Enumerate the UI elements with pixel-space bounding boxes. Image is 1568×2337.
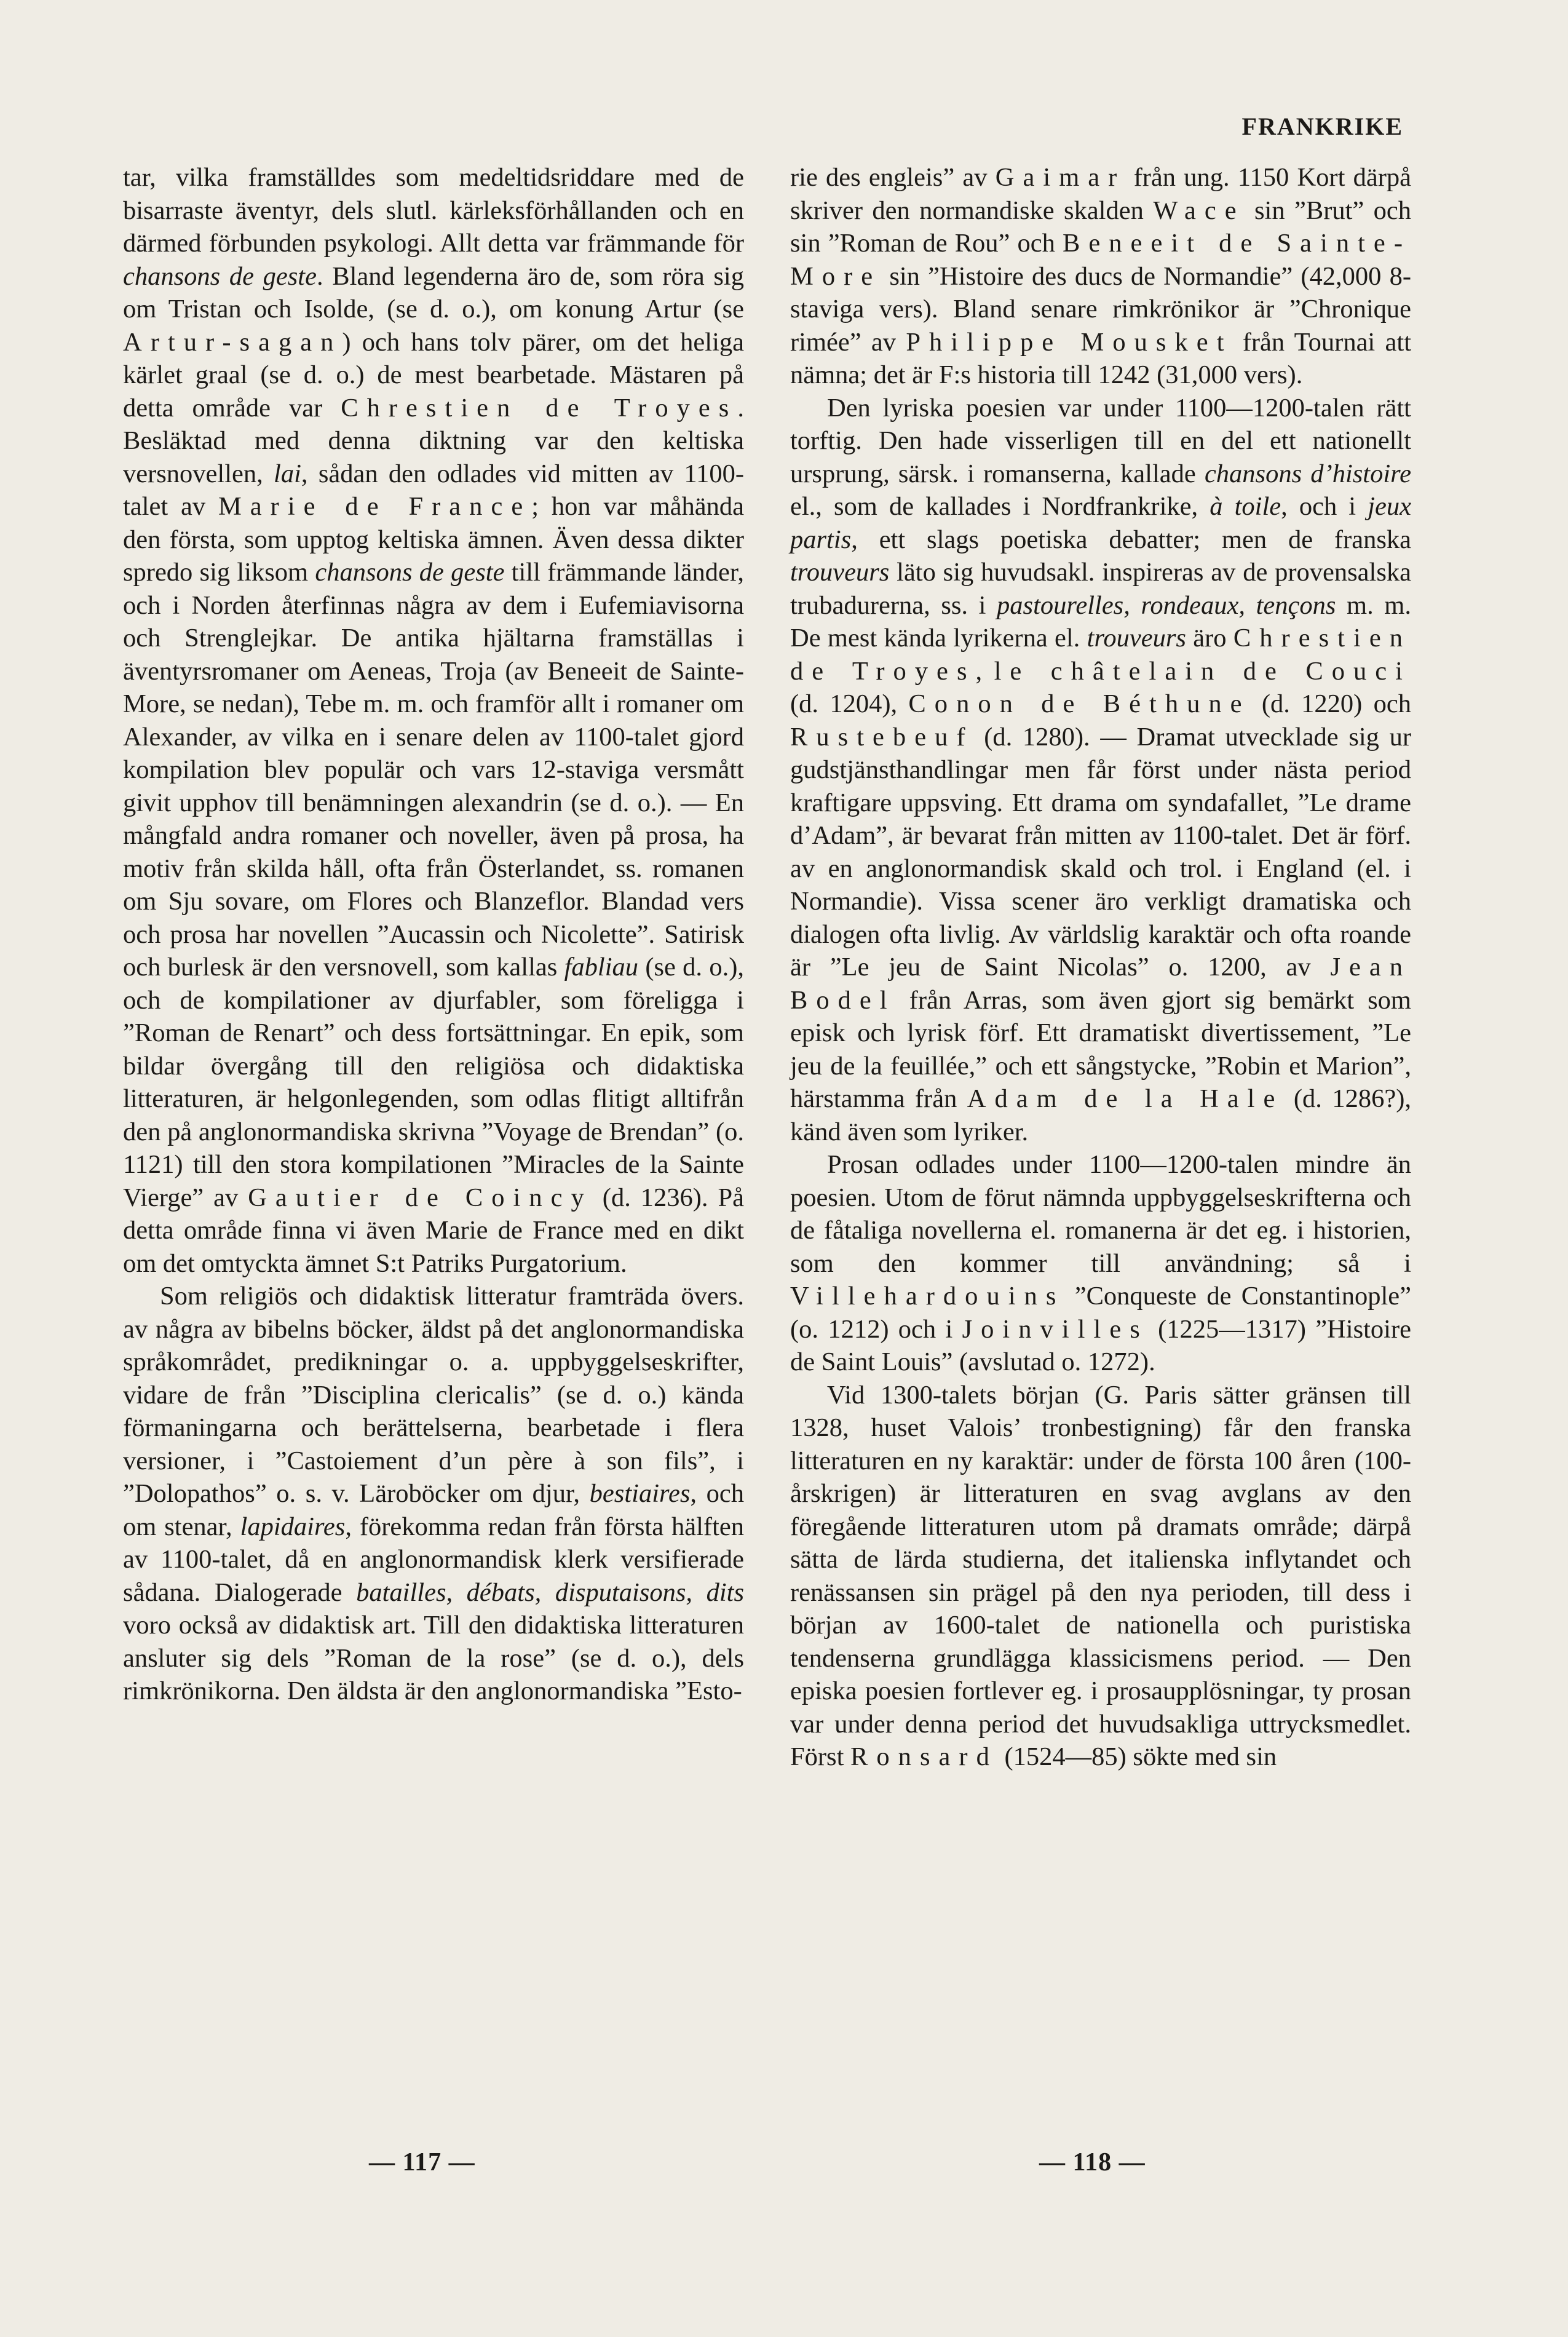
text-run: . Besläktad med denna diktning var den keltiska versnovellen, bbox=[123, 393, 744, 488]
text-run: m. m. De mest kända lyrikerna el. bbox=[790, 590, 1411, 653]
text-run: från ung. 1150 Kort därpå skriver den normandiske skalden bbox=[790, 163, 1412, 225]
text-run: (d. 1286?), känd även som lyriker. bbox=[790, 1084, 1411, 1146]
italic-term: batailles, débats, disputaisons, dits bbox=[356, 1577, 745, 1607]
text-run: ; hon var måhända den första, som upptog keltiska ämnen. Även dessa dikter spredo sig liksom bbox=[123, 492, 744, 587]
text-run: , sådan den odlades vid mitten av 1100-talet av bbox=[123, 459, 744, 521]
italic-term: bestiaires bbox=[589, 1479, 691, 1508]
paragraph bbox=[790, 161, 1411, 392]
paragraph bbox=[790, 1379, 1411, 1774]
text-run: voro också av didaktisk art. Till den didaktiska litteraturen ansluter sig dels ”Roman de la rose” (se d. o.), dels rimkrönikorna. Den äldsta är den anglonormandiska ”Esto- bbox=[123, 1611, 744, 1705]
spaced-name: Marie de France bbox=[218, 492, 532, 521]
italic-term: à toile bbox=[1210, 492, 1281, 521]
page-number-right: — 118 — bbox=[1039, 2148, 1146, 2176]
text-run: . Bland legenderna äro de, som röra sig om Tristan och Isolde, (se d. o.), om konung Artur (se bbox=[123, 261, 744, 323]
italic-term: trouveurs bbox=[790, 558, 890, 587]
text-run: tar, vilka framställdes som medeltidsriddare med de bisarraste äventyr, dels slutl. kärleksförhållanden och en därmed förbunden psykologi. Allt detta var främmande för bbox=[123, 163, 744, 258]
italic-term: pastourelles, rondeaux, tençons bbox=[997, 590, 1336, 620]
text-run: , och om stenar, bbox=[123, 1479, 744, 1541]
paragraph bbox=[790, 1148, 1411, 1379]
text-run: Den lyriska poesien var under 1100—1200-talen rätt torftig. Den hade visserligen till en del ett nationellt ursprung, särsk. i romanserna, kallade bbox=[790, 393, 1411, 488]
running-header: FRANKRIKE bbox=[1241, 113, 1403, 140]
italic-term: chansons de geste bbox=[123, 261, 317, 291]
spaced-name: Villehardouins bbox=[790, 1282, 1065, 1311]
spaced-name: Artur-sagan bbox=[123, 327, 343, 357]
text-run: från Arras, som även gjort sig bemärkt som episk och lyrisk förf. Ett dramatiskt divertissement, ”Le jeu de la feuillée,” och ett sångstycke, ”Robin et Marion”, härstamma från bbox=[790, 985, 1411, 1113]
text-run: , förekomma redan från första hälften av 1100-talet, då en anglonormandisk klerk versifierade sådana. Dialogerade bbox=[123, 1512, 744, 1607]
text-run: (se d. o.), och de kompilationer av djurfabler, som föreligga i ”Roman de Renart” och dess fortsättningar. En epik, som bildar övergång till den religiösa och didaktiska litteraturen, är helgonlegenden, som odlas flitigt alltifrån den på anglonormandiska skrivna ”Voyage de Brendan” (o. 1121) till den stora kompilationen ”Miracles de la Sainte Vierge” av bbox=[123, 953, 744, 1212]
spaced-name: Joinvilles bbox=[962, 1314, 1149, 1344]
text-run: ”Conqueste de Constantinople” (o. 1212) och i bbox=[790, 1282, 1411, 1344]
text-run: sin ”Brut” och sin ”Roman de Rou” och bbox=[790, 196, 1411, 258]
text-run: rie des engleis” av bbox=[790, 163, 996, 192]
text-run: (d. 1280). — Dramat utvecklade sig ur gudstjänsthandlingar men får först under nästa period kraftigare uppsving. Ett drama om syndafallet, ”Le drame d’Adam”, är bevarat från mitten av 1100-talet. Det är förf. av en anglonormandisk skald och trol. i England (el. i Normandie). Vissa scener äro verkligt dramatiska och dialogen ofta livlig. Av världslig karaktär och ofta roande är ”Le jeu de Saint Nicolas” o. 1200, av bbox=[790, 722, 1411, 982]
page-number-left: — 117 — bbox=[369, 2148, 475, 2176]
italic-term: lai bbox=[274, 459, 301, 488]
text-run: Som religiös och didaktisk litteratur framträda övers. av några av bibelns böcker, äldst på det anglonormandiska språkområdet, predikningar o. a. uppbyggelseskrifter, vidare de från ”Disciplina clericalis” (se d. o.) kända förmaningarna och berättelserna, bearbetade i flera versioner, i ”Castoiement d’un père à son fils”, i ”Dolopathos” o. s. v. Läroböcker om djur, bbox=[123, 1282, 744, 1508]
spaced-name: Philippe Mousket bbox=[906, 327, 1233, 357]
italic-term: lapidaires bbox=[240, 1512, 346, 1541]
text-run: Prosan odlades under 1100—1200-talen mindre än poesien. Utom de förut nämnda uppbyggelseskrifterna och de fåtaliga novellerna el. romanerna är det eg. i historien, som den kommer till användning; så i bbox=[790, 1150, 1411, 1278]
text-run: från Tournai att nämna; det är F:s historia till 1242 (31,000 vers). bbox=[790, 327, 1412, 389]
left-column bbox=[123, 161, 744, 1708]
text-run: (1524—85) sökte med sin bbox=[997, 1742, 1277, 1771]
italic-term: fabliau bbox=[564, 953, 639, 982]
spaced-name: Chrestien de Troyes bbox=[341, 393, 738, 423]
text-run: sin ”Histoire des ducs de Normandie” (42,000 8-staviga vers). Bland senare rimkrönikor är ”Chronique rimée” av bbox=[790, 261, 1411, 357]
spaced-name: Gaimar bbox=[995, 163, 1126, 192]
italic-term: jeux partis bbox=[790, 492, 1412, 554]
spaced-name: Wace bbox=[1153, 196, 1245, 225]
spaced-name: Adam de la Hale bbox=[967, 1084, 1284, 1113]
text-run: (d. 1204), bbox=[790, 689, 909, 718]
text-run: (d. 1236). På detta område finna vi även Marie de France med en dikt om det omtyckta ämnet S:t Patriks Purgatorium. bbox=[123, 1183, 744, 1278]
spaced-name: Beneeit de Sainte-More bbox=[790, 229, 1412, 291]
text-run: äro bbox=[1186, 624, 1233, 653]
text-run: Vid 1300-talets början (G. Paris sätter gränsen till 1328, huset Valois’ tronbestigning) får den franska litteraturen en ny karaktär: under de första 100 åren (100-årskrigen) är litteraturen en svag avglans av den föregående litteraturen utom på dramats område; därpå sätta de lärda studierna, det italienska inflytandet och renässansen sin prägel på den nya perioden, till dess i början av 1600-talet de nationella och puristiska tendenserna grundlägga klassicismens period. — Den episka poesien fortlever eg. i prosaupplösningar, ty prosan var under denna period det huvudsakliga uttrycksmedlet. Först bbox=[790, 1380, 1411, 1771]
paragraph bbox=[123, 161, 744, 1280]
spaced-name: Gautier de Coincy bbox=[248, 1183, 593, 1212]
spaced-name: Chrestien de Troyes bbox=[790, 624, 1411, 686]
spaced-name: le châtelain de Couci bbox=[994, 656, 1412, 686]
spaced-name: Conon de Béthune bbox=[908, 689, 1251, 718]
spaced-name: Ronsard bbox=[850, 1742, 998, 1771]
text-run: till främmande länder, och i Norden återfinnas några av dem i Eufemiavisorna och Strenglejkar. De antika hjältarna framställas i äventyrsromaner om Aeneas, Troja (av Beneeit de Sainte-More, se nedan), Tebe m. m. och framför allt i romaner om Alexander, av vilka en i senare delen av 1100-talet gjord kompilation blev populär och vars 12-staviga versmått givit upphov till benämningen alexandrin (se d. o.). — En mångfald andra romaner och noveller, även på prosa, ha motiv från skilda håll, ofta från Österlandet, ss. romanen om Sju sovare, om Flores och Blanzeflor. Blandad vers och prosa har novellen ”Aucassin och Nicolette”. Satirisk och burlesk är den versnovell, som kallas bbox=[123, 558, 744, 982]
text-run: (1225—1317) ”Histoire de Saint Louis” (avslutad o. 1272). bbox=[790, 1314, 1411, 1376]
text-run: (d. 1220) och bbox=[1250, 689, 1411, 718]
text-run: , ett slags poetiska debatter; men de franska bbox=[851, 525, 1411, 554]
paragraph bbox=[790, 392, 1411, 1149]
text-run: , och i bbox=[1281, 492, 1368, 521]
spaced-name: Jean Bodel bbox=[790, 953, 1411, 1015]
italic-term: chansons de geste bbox=[315, 558, 505, 587]
text-run: el., som de kallades i Nordfrankrike, bbox=[790, 492, 1210, 521]
italic-term: chansons d’histoire bbox=[1204, 459, 1411, 488]
text-run: ) och hans tolv pärer, om det heliga kärlet graal (se d. o.) de mest bearbetade. Mästaren på detta område var bbox=[123, 327, 744, 423]
spaced-name: Rustebeuf bbox=[790, 722, 974, 752]
text-run: läto sig huvudsakl. inspireras av de provensalska trubadurerna, ss. i bbox=[790, 558, 1411, 620]
paragraph bbox=[123, 1280, 744, 1708]
text-run: , bbox=[975, 656, 994, 686]
right-column bbox=[790, 161, 1411, 1774]
italic-term: trouveurs bbox=[1087, 624, 1186, 653]
